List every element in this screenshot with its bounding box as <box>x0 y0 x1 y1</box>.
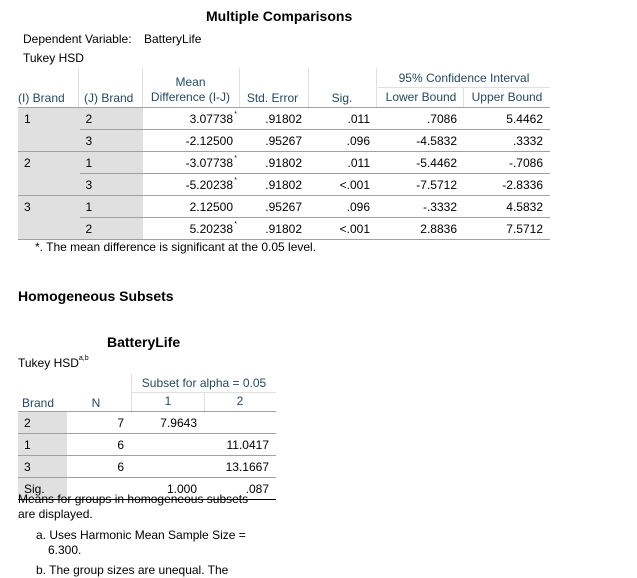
hs-note-a <box>36 528 246 558</box>
col-i-brand: (I) Brand <box>18 91 65 105</box>
hs-table <box>18 412 276 500</box>
mc-header <box>18 68 550 108</box>
std-error-cell: .95267 <box>240 196 309 218</box>
col-j-brand: (J) Brand <box>84 91 134 105</box>
lower-bound-cell: .7086 <box>377 108 464 130</box>
j-brand-cell: 3 <box>79 174 142 196</box>
lower-bound-cell: 2.8836 <box>377 218 464 240</box>
mean-diff-value: -2.12500 <box>185 133 233 148</box>
lower-bound-cell: -.3332 <box>377 196 464 218</box>
hs-note-a-line2: 6.300. <box>48 543 82 557</box>
upper-bound-cell: 7.5712 <box>464 218 550 240</box>
mc-table <box>18 108 550 240</box>
lower-bound-cell: -7.5712 <box>377 174 464 196</box>
mean-diff-value: -3.07738 <box>185 155 233 170</box>
mc-row <box>18 130 550 152</box>
mc-row <box>18 218 550 240</box>
hs-col-2: 2 <box>236 394 244 408</box>
lower-bound-cell: -5.4462 <box>377 152 464 174</box>
hs-col-n: N <box>91 396 101 410</box>
upper-bound-cell: .3332 <box>464 130 550 152</box>
mc-row <box>18 196 550 218</box>
mc-footnote: *. The mean difference is significant at the 0.05 level. <box>35 240 317 254</box>
brand-cell: 3 <box>18 456 66 478</box>
mean-diff-value: 2.12500 <box>189 199 233 214</box>
mc-method: Tukey HSD <box>23 51 84 65</box>
sig-cell: .096 <box>309 130 377 152</box>
mean-diff-value: -5.20238 <box>185 177 233 192</box>
std-error-cell: .91802 <box>240 174 309 196</box>
i-brand-cell: 3 <box>18 196 79 218</box>
lower-bound-cell: -4.5832 <box>377 130 464 152</box>
hs-row <box>18 412 276 434</box>
upper-bound-cell: -2.8336 <box>464 174 550 196</box>
col-ci: 95% Confidence Interval <box>398 71 530 85</box>
mean-diff-value: 3.07738 <box>189 111 233 126</box>
std-error-cell: .95267 <box>240 130 309 152</box>
hs-col-brand: Brand <box>22 396 55 410</box>
brand-cell: Sig. <box>18 478 66 500</box>
brand-cell: 1 <box>18 434 66 456</box>
sig-cell: <.001 <box>309 174 377 196</box>
i-brand-cell: 2 <box>18 152 79 174</box>
sig-cell: .011 <box>309 108 377 130</box>
col-mean-diff-line2: Difference (I-J) <box>150 90 231 104</box>
hs-col-1: 1 <box>164 394 172 408</box>
mc-title: Multiple Comparisons <box>206 8 353 24</box>
subset2-cell: 11.0417 <box>204 434 276 456</box>
sig-cell: .096 <box>309 196 377 218</box>
mc-row <box>18 108 550 130</box>
upper-bound-cell: -.7086 <box>464 152 550 174</box>
std-error-cell: .91802 <box>240 152 309 174</box>
subset2-cell <box>204 412 276 434</box>
mean-diff-cell: -5.20238* <box>142 174 240 196</box>
std-error-cell: .91802 <box>240 108 309 130</box>
mean-diff-value: 5.20238 <box>189 221 233 236</box>
hs-method-superscript: a,b <box>78 355 89 362</box>
subset1-cell: 1.000 <box>131 478 204 500</box>
subset1-cell: 7.9643 <box>131 412 204 434</box>
mc-row <box>18 152 550 174</box>
mean-diff-cell <box>142 196 240 218</box>
hs-note-main-line1: Means for groups in homogeneous subsets <box>18 492 249 506</box>
hs-method: Tukey HSD$^{a,b}$ <box>18 355 89 370</box>
i-brand-cell: 1 <box>18 108 79 130</box>
homogeneous-subsets-heading: Homogeneous Subsets <box>18 288 174 304</box>
col-sig: Sig. <box>331 91 353 105</box>
col-mean-diff-line1: Mean <box>175 75 206 89</box>
mean-diff-cell: 5.20238* <box>142 218 240 240</box>
i-brand-cell <box>18 130 79 152</box>
col-upper-bound: Upper Bound <box>471 90 543 104</box>
i-brand-cell <box>18 174 79 196</box>
brand-cell: 2 <box>18 412 66 434</box>
hs-header <box>18 374 276 412</box>
hs-row <box>18 456 276 478</box>
upper-bound-cell: 5.4462 <box>464 108 550 130</box>
mean-diff-cell: 3.07738* <box>142 108 240 130</box>
dependent-variable-label: Dependent Variable: <box>23 32 132 46</box>
n-cell: 6 <box>66 456 131 478</box>
sig-cell: .011 <box>309 152 377 174</box>
hs-note-b: b. The group sizes are unequal. The <box>36 563 229 577</box>
mean-diff-cell: -3.07738* <box>142 152 240 174</box>
hs-subset-header: Subset for alpha = 0.05 <box>141 376 267 390</box>
n-cell: 6 <box>66 434 131 456</box>
subset2-cell: .087 <box>204 478 276 500</box>
j-brand-cell: 3 <box>79 130 142 152</box>
std-error-cell: .91802 <box>240 218 309 240</box>
j-brand-cell: 2 <box>79 108 142 130</box>
j-brand-cell: 1 <box>79 152 142 174</box>
mean-diff-cell <box>142 130 240 152</box>
j-brand-cell: 2 <box>79 218 142 240</box>
subset1-cell <box>131 434 204 456</box>
hs-row <box>18 434 276 456</box>
col-lower-bound: Lower Bound <box>385 90 457 104</box>
subset1-cell <box>131 456 204 478</box>
upper-bound-cell: 4.5832 <box>464 196 550 218</box>
j-brand-cell: 1 <box>79 196 142 218</box>
hs-note-main <box>18 492 248 522</box>
n-cell: 7 <box>66 412 131 434</box>
hs-note-a-line1: a. Uses Harmonic Mean Sample Size = <box>36 528 246 542</box>
dependent-variable-value: BatteryLife <box>144 32 202 46</box>
mc-row <box>18 174 550 196</box>
i-brand-cell <box>18 218 79 240</box>
hs-note-main-line2: are displayed. <box>18 507 93 521</box>
sig-cell: <.001 <box>309 218 377 240</box>
subset2-cell: 13.1667 <box>204 456 276 478</box>
col-std-error: Std. Error <box>246 91 299 105</box>
hs-table-title: BatteryLife <box>107 334 181 350</box>
